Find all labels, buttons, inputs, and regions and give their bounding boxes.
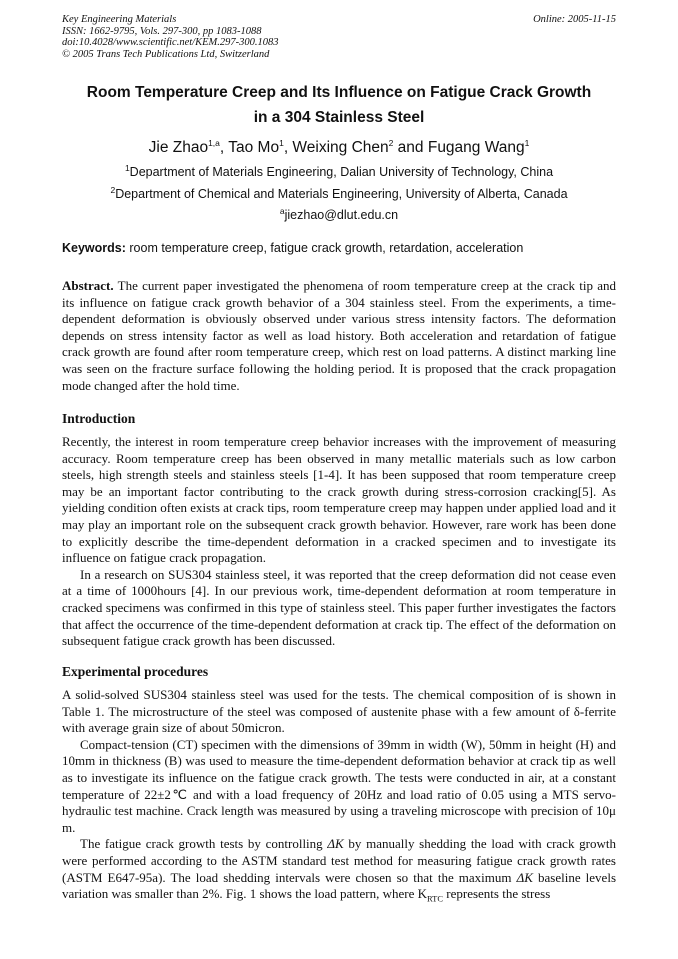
title-line-1: Room Temperature Creep and Its Influence on Fatigue Crack Growth — [86, 84, 592, 101]
introduction-paragraph-1: Recently, the interest in room temperature creep behavior increases with the improvement of measuring accuracy. Room temperature creep has been observed in many metallic materials such as low carbon steels, high strength steels and stainless steels [1-4]. It has been supposed that room temperature creep may be an important factor contributing to the crack growth during stress-corrosion cracking[5]. As yielding condition often exists at crack tips, room temperature creep may happen under applied load and it may play an important role on the subsequent crack growth behavior. However, rare work has been done to explicitly describe the time-dependent deformation in a cracked specimen and to investigate its influence on fatigue crack propagation. — [62, 434, 616, 566]
issn-line: ISSN: 1662-9795, Vols. 297-300, pp 1083-1088 — [62, 25, 262, 37]
experimental-section — [62, 687, 616, 903]
experimental-heading: Experimental procedures — [62, 664, 209, 679]
affiliation-2 — [62, 186, 616, 202]
author-name: Jie Zhao — [148, 139, 209, 156]
abstract-label: Abstract. — [62, 278, 114, 293]
journal-name: Key Engineering Materials — [62, 14, 177, 25]
delta-k-symbol: ΔK — [516, 869, 533, 885]
keywords-label: Keywords: — [62, 241, 126, 255]
affiliation-text: Department of Materials Engineering, Dalian University of Technology, China — [129, 165, 554, 179]
affiliation-text: Department of Chemical and Materials Engineering, University of Alberta, Canada — [115, 187, 568, 201]
paper-title — [62, 80, 616, 130]
introduction-heading: Introduction — [62, 411, 136, 426]
krtc-subscript: RTC — [427, 893, 444, 904]
introduction-paragraph-2: In a research on SUS304 stainless steel, it was reported that the creep deformation did not cease even at a time of 1000hours [4]. In our previous work, time-dependent deformation at room temperature in cracked specimens was confirmed in this type of stainless steel. This paper further investigates the factors that affect the occurrence of the time-dependent deformation at crack tip. The effect of the deformation on subsequent fatigue crack growth has been discussed. — [62, 566, 616, 649]
paragraph-text: by manually shedding the load with crack growth were performed according to the ASTM standard test method for measuring fatigue crack growth rates (ASTM E647-95a). The load shedding intervals were chosen so that the maximum — [62, 836, 616, 885]
affiliation-mark: 2 — [110, 184, 116, 195]
keywords — [62, 240, 616, 256]
corresponding-email — [62, 207, 616, 223]
author-list — [62, 138, 616, 158]
author-affiliation-mark: 1 — [524, 137, 530, 148]
abstract-text: The current paper investigated the phenomena of room temperature creep at the crack tip and its influence on fatigue crack growth behavior of a 304 stainless steel. From the experiments, a time-dependent deformation is obviously observed under various stress intensity factors. The deformation depends on stress intensity factor as well as load history. Both acceleration and retardation of fatigue crack growth are found after room temperature creep, which rest on load patterns. A distinct marking line was seen on the fracture surface following the holding period. It is proposed that the crack propagation mode changed after the hold time. — [62, 278, 616, 393]
experimental-paragraph-3 — [62, 836, 616, 902]
title-line-2: in a 304 Stainless Steel — [253, 109, 425, 126]
paragraph-text: represents the stress — [443, 886, 551, 902]
author-affiliation-mark: 1,a — [208, 137, 220, 148]
introduction-section — [62, 434, 616, 650]
author-affiliation-mark: 1 — [279, 137, 284, 148]
paragraph-text: The fatigue crack growth tests by controlling — [80, 836, 328, 852]
experimental-paragraph-2: Compact-tension (CT) specimen with the dimensions of 39mm in width (W), 50mm in height (H) and 10mm in thickness (B) was used to measure the time-dependent deformation behavior at crack tip as well as to investigate its influence on the fatigue crack growth. The tests were conducted in air, at a constant temperature of 22±2℃ and with a load frequency of 20Hz and load ratio of 0.05 using a MTS servo-hydraulic test machine. Crack length was measured by using a traveling microscope with precision of 10μ m. — [62, 736, 616, 835]
paragraph-text: baseline levels variation was smaller than 2%. Fig. 1 shows the load pattern, where K — [62, 869, 616, 902]
doi-line[interactable]: doi:10.4028/www.scientific.net/KEM.297-300.1083 — [62, 37, 279, 48]
affiliation-mark: 1 — [124, 162, 130, 173]
author-name: , Weixing Chen — [283, 139, 389, 156]
copyright-line: © 2005 Trans Tech Publications Ltd, Switzerland — [62, 48, 270, 60]
author-name: and Fugang Wang — [393, 139, 525, 156]
affiliation-1 — [62, 164, 616, 180]
keywords-text: room temperature creep, fatigue crack growth, retardation, acceleration — [125, 241, 524, 255]
author-name: , Tao Mo — [219, 139, 280, 156]
online-date: Online: 2005-11-15 — [533, 14, 616, 25]
author-affiliation-mark: 2 — [388, 137, 394, 148]
email-mark: a — [279, 205, 285, 216]
email-address[interactable]: jiezhao@dlut.edu.cn — [284, 208, 399, 222]
delta-k-symbol: ΔK — [327, 836, 344, 852]
abstract — [62, 278, 616, 394]
experimental-paragraph-1: A solid-solved SUS304 stainless steel was used for the tests. The chemical composition of is shown in Table 1. The microstructure of the steel was composed of austenite phase with a few amount of δ-ferrite with average grain size of about 50micron. — [62, 687, 616, 736]
